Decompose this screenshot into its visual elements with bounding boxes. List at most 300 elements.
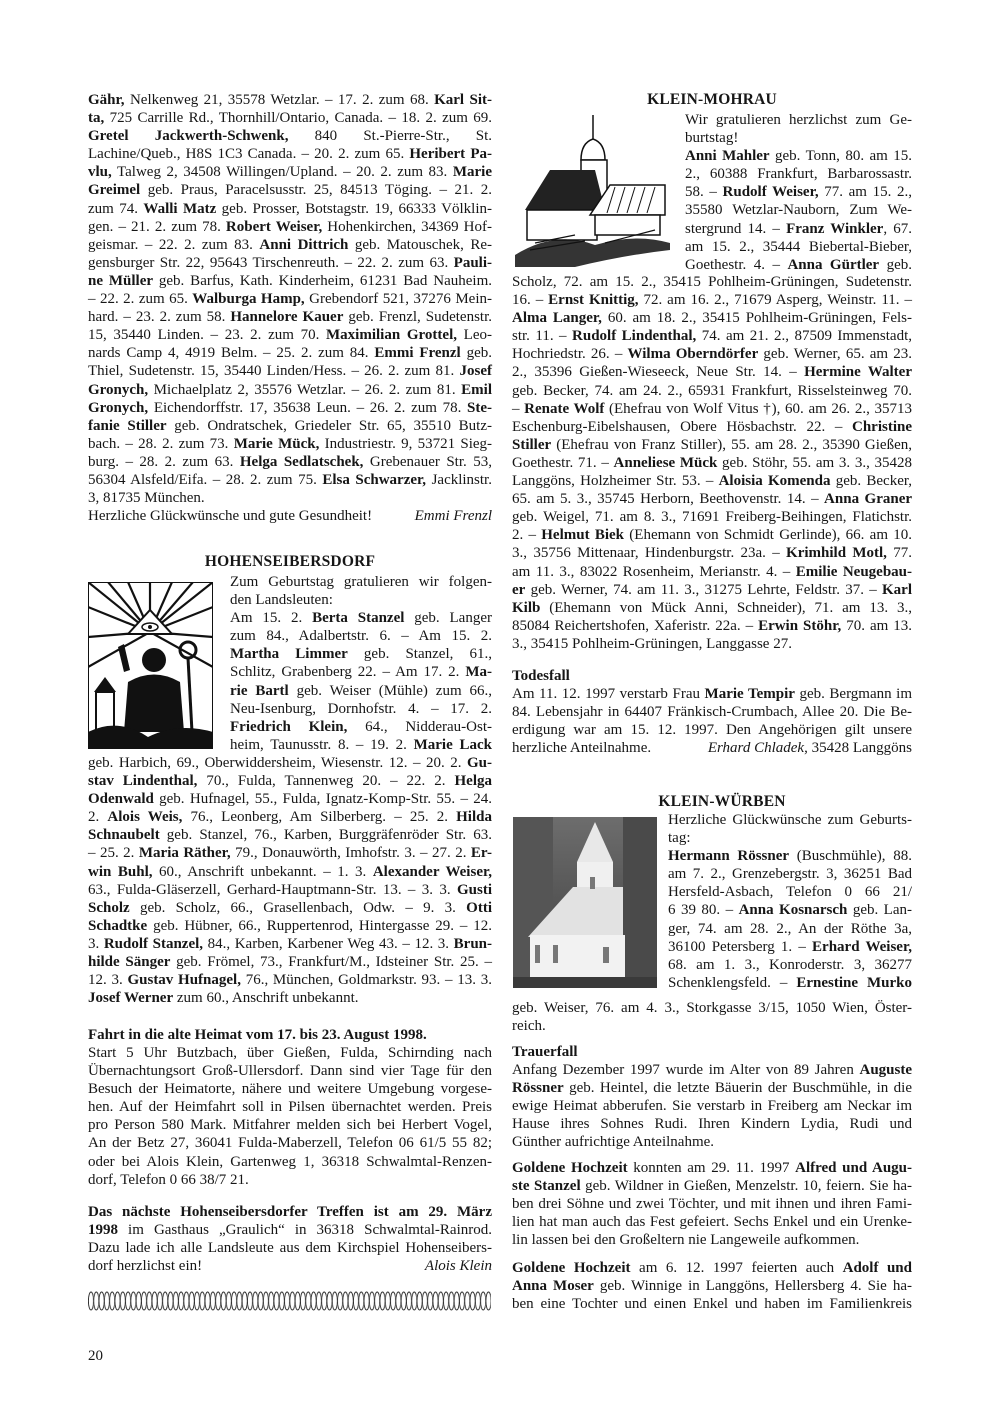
text-run: (Ehemann von Mück Anni, Schneider), 71. am 13. 3.,: [540, 599, 912, 616]
text-line: [88, 435, 492, 453]
text-line: [88, 971, 492, 989]
name-bold: Franz Winkler: [786, 220, 884, 237]
text-line: [512, 599, 912, 617]
text-run: 3.: [88, 935, 104, 952]
text-run: An der Betz 27, 36041 Fulda-Maberzell, Telefon 06 61/5 55 82;: [88, 1135, 492, 1152]
text-line: [512, 1079, 912, 1097]
name-bold: Goldene Hochzeit: [512, 1260, 631, 1276]
text-line: [512, 1259, 912, 1277]
text-line: [512, 1177, 912, 1195]
name-bold: Renate Wolf: [524, 400, 605, 417]
text-line: [512, 490, 912, 508]
name-bold: Helmut Biek: [541, 527, 625, 544]
text-line: [685, 183, 912, 201]
name-bold: Karl Sit-: [434, 92, 493, 108]
text-line: [88, 989, 492, 1007]
text-line: [230, 682, 492, 700]
name-bold: Marie: [452, 164, 492, 181]
text-line: [230, 645, 492, 663]
text-run: Schlitz, Grabenberg 22. – Am 17. 2.: [230, 664, 466, 681]
text-line: [88, 1116, 492, 1134]
name-bold: Alfred und Augu-: [795, 1160, 913, 1176]
name-bold: Gu-: [466, 755, 492, 771]
name-bold: Karl: [882, 581, 912, 598]
text-run: Am 15. 2.: [230, 610, 313, 627]
name-bold: Schadtke: [88, 917, 148, 934]
text-line: [88, 1171, 492, 1189]
name-bold: Marie Mück,: [233, 435, 320, 452]
text-run: Besuch der Heimatorte, nähere und weitere Umgebung vorgese-: [88, 1081, 492, 1098]
name-bold: Otti: [466, 899, 492, 916]
text-run: reich.: [512, 1018, 546, 1035]
text-run: dorf herzlichst ein!: [88, 1258, 203, 1275]
text-line: [512, 1115, 912, 1133]
name-bold: Maximilian Grottel,: [326, 327, 457, 344]
text-line: [88, 1153, 492, 1171]
name-bold: Berta Stanzel: [312, 610, 405, 627]
name-bold: Das nächste Hohenseibersdorfer Treffen ist am 29. März: [88, 1204, 492, 1220]
text-line: [88, 91, 492, 109]
name-bold: Alexander Weiser,: [372, 863, 493, 880]
mourning-notice: [512, 1061, 912, 1151]
text-run: geb. Prosser, Botstagstr. 19, 66333 Völklin-: [216, 200, 492, 217]
text-run: Goethestr. 71. –: [512, 454, 614, 471]
name-bold: Rudolf Weiser,: [722, 184, 819, 201]
text-run: hen. Auf der Heimfahrt soll in Pilsen übernachtet werden. Preis: [88, 1099, 492, 1116]
text-run: Übernachtungsort Groß-Ullersdorf. Dann sind vier Tage für den: [88, 1063, 492, 1080]
text-run: 64., Nidderau-Ost-: [347, 718, 492, 735]
name-bold: Goldene Hochzeit: [512, 1160, 628, 1176]
golden-wedding-stanzel: [512, 1159, 912, 1249]
text-run: 76., Leonberg, Am Silberberg. – 25. 2.: [182, 809, 457, 826]
text-line: [668, 865, 912, 883]
text-run: geb. Tonn, 80. am 15.: [769, 148, 913, 165]
text-run: geb. Harbich, 69., Oberwiddersheim, Wiesenstr. 12. – 20. 2.: [88, 755, 467, 771]
signature: [425, 1257, 492, 1275]
text-line: [512, 345, 912, 363]
text-line: [230, 573, 492, 591]
death-notice: [512, 685, 912, 757]
text-line: [230, 700, 492, 718]
text-line: [88, 200, 492, 218]
text-run: geb. Lan-: [847, 902, 912, 919]
text-line: [88, 471, 492, 489]
text-line: [88, 1239, 492, 1257]
name-bold: Adolf und: [842, 1260, 912, 1276]
line-left: [88, 507, 372, 525]
text-run: oder bei Alois Klein, Gartenweg 1, 36318 Schwalmtal-Renzen-: [88, 1153, 492, 1170]
text-run: 3., 35756 Mittenaar, Hindenburgstr. 23a. –: [512, 545, 787, 562]
text-run: (Ehefrau von Wolf Vitus †), 60. am 26. 2., 35713: [604, 400, 912, 417]
text-run: burtstag!: [685, 130, 739, 147]
name-bold: Scholz: [88, 899, 130, 916]
text-line: [512, 1097, 912, 1115]
text-run: Herzliche Glückwünsche zum Geburts-: [668, 812, 912, 828]
text-line: [512, 1195, 912, 1213]
text-run: 76., München, Goldmarkstr. 93. – 13. 3.: [240, 972, 492, 989]
name-bold: rie Bartl: [230, 682, 289, 699]
name-bold: Ernst Knittig,: [548, 292, 639, 309]
text-line: [88, 308, 492, 326]
text-run: 15, 35440 Linden. – 23. 2. zum 70.: [88, 327, 327, 344]
text-line: [88, 489, 492, 507]
text-line: [685, 111, 912, 129]
text-run: pro Person 580 Mark. Mitfahrer melden sich bei Herbert Vogel,: [88, 1117, 492, 1134]
text-line: [668, 901, 912, 919]
text-run: geb. Becker, 74. am 24. 2., 65931 Frankfurt, Risselsteinweg 70.: [512, 382, 912, 399]
text-line: [88, 790, 492, 808]
text-run: konnten am 29. 11. 1997: [627, 1160, 796, 1176]
text-run: 63., Fulda-Gläserzell, Gerhard-Hauptmann-Str. 13. – 3. 3.: [88, 881, 457, 898]
birthday-list-continued: [88, 91, 492, 525]
text-run: 3., 35415 Pohlheim-Grüningen, Langgasse 27.: [512, 635, 792, 652]
name-bold: Anna Gürtler: [787, 256, 880, 273]
text-line: [88, 754, 492, 772]
name-bold: Hilda: [456, 809, 492, 826]
text-line: [668, 811, 912, 829]
text-run: erdigung war am 15. 12. 1997. Den Angehörigen gilt unsere: [512, 722, 912, 739]
text-run: geb. Weiser (Mühle) zum 66.,: [288, 682, 493, 699]
text-run: (Buschmühle), 88.: [789, 848, 913, 865]
text-line: [685, 220, 912, 238]
name-bold: Anna Moser: [512, 1278, 594, 1295]
name-bold: Helga: [454, 773, 492, 790]
text-line: [88, 290, 492, 308]
text-run: am 7. 2., Grenzebergstr. 3, 36251 Bad: [668, 866, 912, 883]
text-run: , 35428 Langgöns: [804, 740, 912, 757]
hohenseibersdorf-birthdays-wrapped: [230, 573, 492, 754]
text-line: [512, 739, 912, 757]
text-run: dorf, Telefon 0 66 38/7 21.: [88, 1171, 249, 1188]
text-line: [88, 145, 492, 163]
text-line: [668, 883, 912, 901]
name-bold: Wilma Oberndörfer: [627, 346, 759, 363]
name-bold: Gretel Jackwerth-Schwenk,: [88, 128, 289, 145]
text-run: 70. am 13.: [841, 617, 913, 634]
text-run: 70., Fulda, Tannenweg 20. – 22. 2.: [197, 773, 455, 790]
text-line: [88, 826, 492, 844]
signature: [708, 739, 912, 757]
text-line: [512, 1017, 912, 1035]
text-run: 2. –: [512, 527, 542, 544]
text-line: [88, 163, 492, 181]
name-bold: Elsa Schwarzer,: [322, 471, 427, 488]
name-bold: Gähr,: [88, 92, 125, 108]
text-run: zum 60., Anschrift unbekannt.: [173, 990, 359, 1007]
text-run: Jacklinstr.: [426, 471, 492, 488]
name-bold: hilde Sänger: [88, 954, 171, 971]
text-run: ger, 74. am 28. 2., An der Röthe 3a,: [668, 920, 912, 937]
text-run: geb. Matouschek, Re-: [348, 236, 492, 253]
name-bold: Brun-: [453, 935, 492, 952]
line-left: [88, 1257, 202, 1275]
text-run: geb. Hufnagel, 55., Fulda, Ignatz-Komp-Str. 55. – 24.: [153, 791, 492, 808]
text-run: –: [512, 400, 525, 417]
text-line: [512, 291, 912, 309]
name-bold: Hannelore Kauer: [230, 309, 344, 326]
text-run: Leo-: [456, 327, 492, 344]
text-line: [230, 663, 492, 681]
text-line: [512, 617, 912, 635]
text-run: Hohenkirchen, 34369 Hof-: [322, 218, 492, 235]
name-bold: ta,: [88, 110, 105, 127]
text-line: [512, 526, 912, 544]
text-line: [512, 454, 912, 472]
text-run: Eichendorffstr. 17, 35638 Leun. – 26. 2. zum 78.: [148, 399, 467, 416]
text-run: geb. Barfus, Kath. Kinderheim, 61231 Bad Nauheim.: [153, 272, 492, 289]
klein-mohrau-birthdays: [512, 273, 912, 653]
death-notice-heading: Todesfall: [512, 668, 570, 684]
text-line: [512, 1231, 912, 1249]
text-run: geismar. – 22. 2. zum 83.: [88, 236, 260, 253]
name-bold: Emilie Neugebau-: [795, 563, 912, 580]
name-bold: Hermann Rössner: [668, 848, 790, 865]
text-run: Hersfeld-Asbach, Telefon 0 66 21/: [668, 884, 912, 901]
line-left: [512, 739, 651, 757]
text-run: den Landsleuten:: [230, 592, 333, 609]
text-line: [230, 591, 492, 609]
text-line: [512, 436, 912, 454]
name-bold: Kilb: [512, 599, 541, 616]
text-run: 77. am 15. 2.,: [818, 184, 912, 201]
text-line: [88, 1062, 492, 1080]
text-line: [512, 382, 912, 400]
name-bold: Josef Werner: [88, 990, 174, 1007]
text-run: 60. am 18. 2., 35415 Pohlheim-Grüningen, Fels-: [601, 310, 912, 327]
text-run: Scholz, 72. am 15. 2., 35415 Pohlheim-Grüningen, Sudetenstr.: [512, 274, 912, 290]
klein-wuerben-birthdays-wrapped: [668, 811, 912, 992]
text-line: [88, 844, 492, 862]
text-run: Lachine/Queb., H8S 1C3 Canada. – 20. 2. zum 65.: [88, 146, 410, 163]
text-run: Herzliche Glückwünsche und gute Gesundheit!: [88, 508, 373, 525]
text-run: gensburger Str. 22, 95643 Tirschenreuth. – 22. 2. zum 63.: [88, 254, 454, 271]
text-run: Thiel, Sudetenstr. 15, 35440 Linden/Hess. – 26. 2. zum 81.: [88, 363, 460, 380]
text-run: 58. –: [685, 184, 723, 201]
text-run: Wir gratulieren herzlichst zum Ge-: [685, 112, 912, 128]
name-bold: Emmi Frenzl: [374, 345, 461, 362]
name-bold: ne Müller: [88, 272, 154, 289]
name-bold: Ernestine Murko: [796, 974, 913, 991]
text-run: 840 St.-Pierre-Str., St.: [288, 128, 492, 145]
text-run: geb.: [460, 345, 492, 362]
text-line: [512, 563, 912, 581]
text-run: 3, 81735 München.: [88, 490, 205, 507]
text-line: [512, 581, 912, 599]
text-run: geb. Frömel, 73., Frankfurt/M., Idsteiner Str. 25. –: [170, 954, 492, 971]
text-line: [512, 1159, 912, 1177]
name-bold: Alois Weis,: [107, 809, 183, 826]
text-run: am 15. 2., 35444 Biebertal-Bieber,: [685, 238, 912, 255]
name-bold: Christine: [852, 418, 912, 435]
text-run: Schenklengsfeld. –: [668, 974, 797, 991]
text-run: geb. Weigel, 71. am 8. 3., 71691 Freiberg-Beihingen, Flatichstr.: [512, 509, 912, 526]
text-line: [512, 1295, 912, 1313]
signature: [415, 507, 492, 525]
trip-announcement: [88, 1044, 492, 1189]
text-line: [512, 400, 912, 418]
name-bold: Rudolf Stanzel,: [103, 935, 204, 952]
trip-heading: Fahrt in die alte Heimat vom 17. bis 23. August 1998.: [88, 1027, 427, 1043]
name-bold: Gronych,: [88, 399, 149, 416]
name-bold: Emil: [461, 381, 492, 398]
text-run: 72. am 16. 2., 71679 Asperg, Weinstr. 11. –: [638, 292, 912, 309]
text-run: geb. Hübner, 66., Ruppertenrod, Hintergasse 29. – 12.: [147, 917, 492, 934]
text-run: 68. am 1. 3., Konroderstr. 3, 36277: [668, 956, 912, 973]
text-line: [88, 953, 492, 971]
name-bold: Marie Lack: [413, 736, 492, 753]
text-line: [88, 1080, 492, 1098]
text-run: 85084 Reichertshofen, Xaferistr. 22a. –: [512, 617, 759, 634]
name-bold: Martha Limmer: [230, 646, 348, 663]
text-line: [88, 417, 492, 435]
text-run: 60., Anschrift unbekannt. – 1. 3.: [152, 863, 373, 880]
name-bold: Robert Weiser,: [225, 218, 323, 235]
text-run: geb. Werner, 65. am 23.: [758, 346, 912, 363]
name-bold: Heribert Pa-: [409, 146, 492, 163]
name-bold: Ste-: [467, 399, 492, 416]
text-run: 16. –: [512, 292, 549, 309]
text-run: Dazu lade ich alle Landsleute aus dem Kirchspiel Hohenseibers-: [88, 1240, 492, 1257]
text-line: [88, 109, 492, 127]
name-bold: Ma-: [465, 664, 492, 681]
text-run: geb. Weiser, 76. am 4. 3., Storkgasse 3/15, 1050 Wien, Öster-: [512, 1000, 912, 1016]
name-bold: Gustav Hufnagel,: [127, 972, 241, 989]
text-run: 77.: [886, 545, 912, 562]
name-bold: Maria Räther,: [138, 845, 231, 862]
text-run: geb. Werner, 74. am 11. 3., 31275 Lehrte, Feldstr. 37. –: [525, 581, 882, 598]
name-bold: Erhard Weiser,: [812, 938, 912, 955]
name-bold: Odenwald: [88, 791, 154, 808]
text-line: [512, 1213, 912, 1231]
text-run: Michaelplatz 2, 35576 Wetzlar. – 26. 2. zum 81.: [148, 381, 462, 398]
text-run: 36100 Petersberg 1. –: [668, 938, 813, 955]
text-run: herzliche Anteilnahme.: [512, 740, 652, 757]
text-run: Langgöns, Holzheimer Str. 53. –: [512, 473, 719, 490]
text-run: Am 11. 12. 1997 verstarb Frau: [512, 686, 705, 702]
text-line: [88, 218, 492, 236]
text-run: burg. – 28. 2. zum 63.: [88, 453, 240, 470]
text-run: geb. Becker,: [830, 473, 913, 490]
text-run: Talweg 2, 34508 Willingen/Upland. – 20. 2. zum 83.: [111, 164, 453, 181]
text-line: [88, 344, 492, 362]
text-run: geb. Ondratschek, Griedeler Str. 65, 35510 Butz-: [166, 417, 492, 434]
text-run: geb. Scholz, 66., Grasellenbach, Odw. – 9. 3.: [129, 899, 467, 916]
text-run: geb. Wildner in Gießen, Menzelstr. 10, feiern. Sie ha-: [580, 1178, 913, 1195]
text-run: – 25. 2.: [88, 845, 139, 862]
name-bold: fanie Stiller: [88, 417, 167, 434]
text-run: 74. am 21. 2., 87509 Immenstadt,: [696, 328, 912, 345]
text-run: geb.: [879, 256, 912, 273]
text-run: Hause ihres Sohnes Rudi. Ihren Kindern Lydia, Rudi und: [512, 1116, 912, 1133]
text-line: [88, 1044, 492, 1062]
name-bold: vlu,: [88, 164, 112, 181]
text-line: [88, 1098, 492, 1116]
name-bold: Josef: [459, 363, 492, 380]
text-line: [230, 718, 492, 736]
section-title-klein-mohrau: KLEIN-MOHRAU: [647, 91, 777, 108]
text-line: [668, 829, 912, 847]
text-run: 2., 35396 Gießen-Wieseeck, Neue Str. 14. –: [512, 364, 805, 381]
text-run: 2.: [88, 809, 108, 826]
name-bold: Gronych,: [88, 381, 149, 398]
chapel-photo: [513, 817, 657, 988]
name-bold: Krimhild Motl,: [786, 545, 887, 562]
text-line: [230, 627, 492, 645]
text-run: bach. – 28. 2. zum 73.: [88, 435, 234, 452]
text-line: [668, 938, 912, 956]
text-line: [668, 920, 912, 938]
text-line: [512, 544, 912, 562]
text-line: [230, 736, 492, 754]
text-run: Günther aufrichtige Anteilnahme.: [512, 1134, 715, 1151]
name-bold: Erwin Stöhr,: [758, 617, 842, 634]
text-run: geb. Bergmann im: [794, 686, 912, 702]
text-run: Hochriedstr. 26. –: [512, 346, 628, 363]
text-line: [88, 935, 492, 953]
text-run: 56304 Alsfeld/Eifa. – 28. 2. zum 75.: [88, 471, 323, 488]
text-line: [512, 721, 912, 739]
signature-italic: Erhard Chladek: [707, 740, 805, 757]
text-line: [512, 1061, 912, 1079]
text-line: [668, 847, 912, 865]
name-bold: Schnaubelt: [88, 827, 160, 844]
text-line: [512, 635, 912, 653]
text-line: [685, 129, 912, 147]
text-line: [512, 1133, 912, 1151]
text-line: [88, 772, 492, 790]
text-line: [512, 508, 912, 526]
name-bold: Auguste: [859, 1062, 912, 1078]
text-run: Zum Geburtstag gratulieren wir folgen-: [230, 574, 492, 590]
text-run: Grebenauer Str. 53,: [363, 453, 492, 470]
text-line: [512, 309, 912, 327]
signature-italic: Alois Klein: [424, 1258, 492, 1275]
text-line: [88, 507, 492, 525]
name-bold: ste Stanzel: [512, 1178, 581, 1195]
text-run: (Ehefrau von Franz Stiller), 55. am 28. 2., 35390 Gießen,: [551, 436, 912, 453]
mourning-heading: Trauerfall: [512, 1044, 578, 1060]
name-bold: Rudolf Lindenthal,: [572, 328, 697, 345]
text-line: [668, 974, 912, 992]
name-bold: er: [512, 581, 526, 598]
text-run: ben eine Tochter und einen Enkel und haben im Familienkreis: [512, 1296, 912, 1313]
text-run: geb. Frenzl, Sudetenstr.: [343, 309, 493, 326]
name-bold: Friedrich Klein,: [230, 718, 348, 735]
section-title-klein-wuerben: KLEIN-WÜRBEN: [658, 793, 786, 810]
name-bold: Anneliese Mück: [613, 454, 718, 471]
text-run: hard. – 23. 2. zum 58.: [88, 309, 231, 326]
text-run: 725 Carrille Rd., Thornhill/Ontario, Canada. – 18. 2. zum 69.: [104, 110, 492, 127]
text-run: Neu-Isenburg, Dornhofstr. 4. – 17. 2.: [230, 700, 492, 717]
text-run: geb. Stanzel, 76., Karben, Burggräfenröder Str. 63.: [159, 827, 492, 844]
text-run: geb. Stöhr, 55. am 3. 3., 35428: [717, 454, 912, 471]
text-run: Nelkenweg 21, 35578 Wetzlar. – 17. 2. zum 68.: [124, 92, 435, 108]
village-church-drawing: [515, 115, 670, 267]
section-title-hohenseibersdorf: HOHENSEIBERSDORF: [204, 553, 376, 570]
text-line: [88, 1257, 492, 1275]
name-bold: Rössner: [512, 1080, 564, 1097]
name-bold: Walli Matz: [143, 200, 217, 217]
name-bold: Er-: [470, 845, 493, 862]
text-line: [512, 703, 912, 721]
text-line: [88, 453, 492, 471]
name-bold: Anna Kosnarsch: [738, 902, 848, 919]
text-run: im Gasthaus „Graulich“ in 36318 Schwalmtal-Rainrod.: [118, 1222, 492, 1239]
text-line: [88, 362, 492, 380]
text-run: stergrund 14. –: [685, 220, 787, 237]
name-bold: stav Lindenthal,: [88, 773, 198, 790]
text-line: [88, 272, 492, 290]
